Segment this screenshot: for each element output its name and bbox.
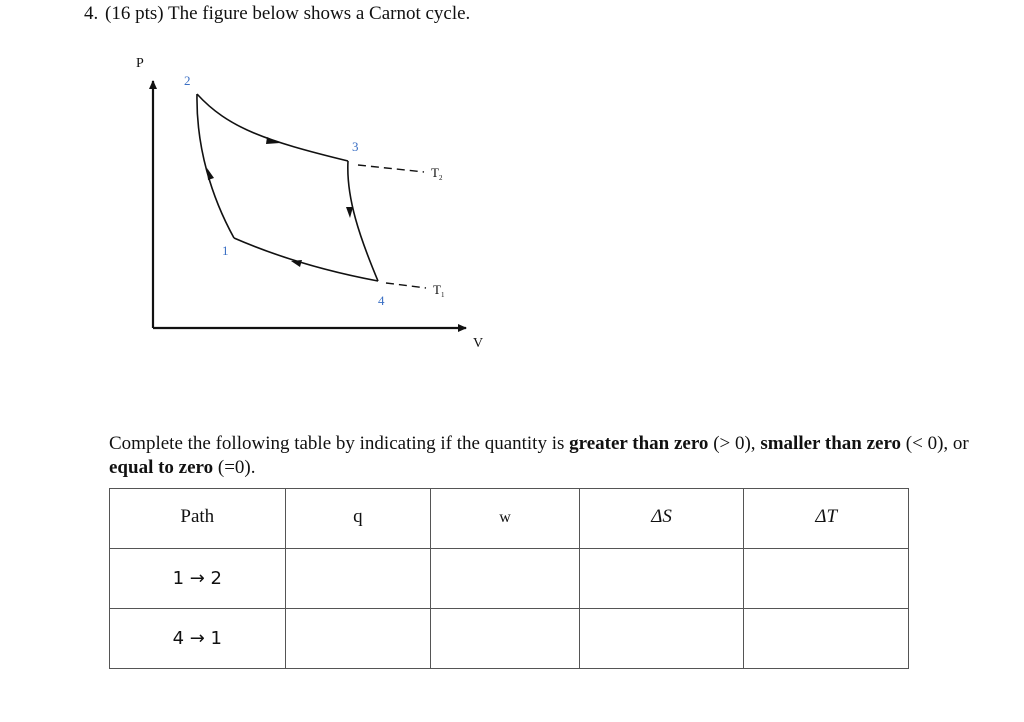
q-answer-cell[interactable] <box>285 549 431 609</box>
point-label-1: 1 <box>222 243 229 258</box>
greater-than-zero-text: greater than zero <box>569 433 709 454</box>
w-answer-cell[interactable] <box>431 609 580 669</box>
isotherm-high-curve <box>197 94 348 161</box>
isotherm-high-dash <box>358 165 424 172</box>
delta-s-answer-cell[interactable] <box>579 549 744 609</box>
delta-s-answer-cell[interactable] <box>579 609 744 669</box>
table-header-row <box>110 489 909 549</box>
isotherm-high-label: $T_2$ <box>431 165 443 182</box>
point-label-2: 2 <box>184 73 191 88</box>
header-delta-s: ΔS <box>579 489 744 549</box>
w-answer-cell[interactable] <box>431 549 580 609</box>
adiabat-expansion-curve <box>348 161 378 281</box>
row-path-cell: 1 → 2 <box>110 549 286 609</box>
answer-table <box>109 488 909 669</box>
table-row <box>110 549 909 609</box>
header-path: Path <box>110 489 286 549</box>
table-row <box>110 609 909 669</box>
point-label-4: 4 <box>378 293 385 308</box>
header-delta-t: ΔT <box>744 489 909 549</box>
question-number: 4. <box>84 3 99 24</box>
arrow-2-to-3 <box>266 137 280 144</box>
p-axis-label: P <box>136 56 144 71</box>
delta-t-answer-cell[interactable] <box>744 549 909 609</box>
carnot-cycle-figure <box>120 48 510 358</box>
question-heading <box>84 2 470 26</box>
smaller-than-zero-text: smaller than zero <box>760 433 902 454</box>
isotherm-low-curve <box>234 238 378 281</box>
arrow-3-to-4 <box>346 207 353 218</box>
header-q: q <box>285 489 431 549</box>
isotherm-low-dash <box>386 283 426 288</box>
row-path-cell: 4 → 1 <box>110 609 286 669</box>
table-instructions: Complete the following table by indicating if the quantity is greater than zero (> 0), smaller than zero (< 0), or equal to zero (=0). <box>109 433 969 478</box>
delta-t-answer-cell[interactable] <box>744 609 909 669</box>
header-w: w <box>431 489 580 549</box>
adiabat-compression-curve <box>197 94 234 238</box>
q-answer-cell[interactable] <box>285 609 431 669</box>
arrow-4-to-1 <box>291 260 302 267</box>
arrow-1-to-2 <box>207 168 214 180</box>
carnot-diagram-svg <box>120 48 510 358</box>
equal-to-zero-text: equal to zero <box>109 457 214 478</box>
question-text: (16 pts) The figure below shows a Carnot cycle. <box>105 3 471 24</box>
isotherm-low-label: $T_1$ <box>433 282 445 299</box>
v-axis-label: V <box>473 336 484 351</box>
point-label-3: 3 <box>352 139 359 154</box>
